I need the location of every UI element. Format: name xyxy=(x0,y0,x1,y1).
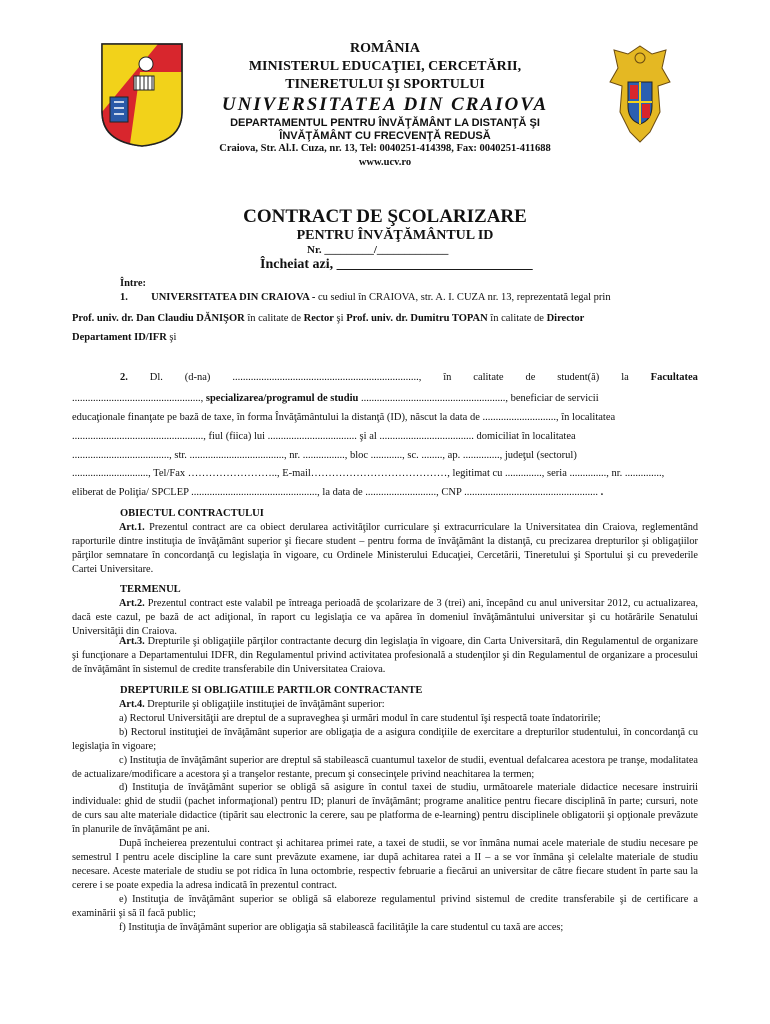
header-ministry-line2: TINERETULUI ŞI SPORTULUI xyxy=(285,77,485,92)
party1-number: 1. xyxy=(120,292,128,303)
rector-title: Rector xyxy=(303,313,334,324)
document-subtitle: PENTRU ÎNVĂŢĂMÂNTUL ID xyxy=(296,228,494,243)
university-address: Craiova, Str. Al.I. Cuza, nr. 13, Tel: 0040251-414398, Fax: 0040251-411688 xyxy=(219,143,551,154)
party2-of: de xyxy=(525,372,536,383)
party2-line1 xyxy=(120,372,698,383)
concluded-date: Încheiat azi, ____________________________ xyxy=(260,257,533,272)
article-2 xyxy=(72,597,698,639)
party2-line4: .................................................., fiul (fiica) lui .................................. şi al .................................... domiciliat în localitatea xyxy=(72,431,576,442)
line-end-dot: . xyxy=(597,487,604,498)
specialization-label: specializarea/programul de studiu xyxy=(205,393,359,404)
department-line1: DEPARTAMENTUL PENTRU ÎNVĂŢĂMÂNT LA DISTANŢĂ ŞI xyxy=(230,117,540,129)
party2-at: la xyxy=(621,372,629,383)
party2-number: 2. xyxy=(120,372,128,383)
party2-in: în xyxy=(443,372,452,383)
article-1-label: Art.1. xyxy=(119,522,145,533)
document-title: CONTRACT DE ŞCOLARIZARE xyxy=(243,206,527,227)
parties-intro: Între: xyxy=(120,278,147,289)
party2-mr: Dl. xyxy=(149,372,163,383)
party2-capacity: calitate xyxy=(473,372,504,383)
party2-line5: ....................................., str. ...................................., nr. ................, bloc ............, sc. ........, ap. .............., judeţul (sectorul) xyxy=(72,450,577,461)
university-website: www.ucv.ro xyxy=(358,157,412,168)
article-3-text: Drepturile şi obligaţiile părţilor contractante decurg din legislaţia în vigoare, din Carta Universitară, din Regulamentul de organizare şi funcţionare a Departamentului IDFR, din Regulamentul privind activitatea profesională a studenţilor şi din Regulamentul de organizare a procesului de învăţământ în sistemul de credite transferabile din Universitatea Craiova. xyxy=(72,636,698,675)
article-1-text: Prezentul contract are ca obiect derularea activităţilor curriculare şi extracurriculare la Universitatea din Craiova, reglementând raporturile dintre instituţia de învăţământ superior şi fiecare student – pentru forma de învăţământ la distanţă, cu precizarea drepturilor şi obligaţiilor părţilor semnatare în concordanţă cu legislaţia în vigoare, cu Ordinele Ministerului Educaţiei, Cercetării, Tineretului şi Sportului şi cu prevederile Cartei Universitare. xyxy=(72,522,698,575)
party1-text-a: în calitate de xyxy=(244,313,304,324)
department-line2: ÎNVĂŢĂMÂNT CU FRECVENŢĂ REDUSĂ xyxy=(279,130,491,142)
specialization-field: ......................................................., beneficiar de servicii xyxy=(358,393,599,404)
faculty-label: Facultatea xyxy=(650,372,698,383)
party1-text-b: şi xyxy=(333,313,347,324)
header-country: ROMÂNIA xyxy=(350,41,420,56)
party1-line1 xyxy=(120,292,611,303)
party2-mrs: (d-na) xyxy=(184,372,211,383)
director-name: Prof. univ. dr. Dumitru TOPAN xyxy=(346,313,488,324)
faculty-field: ................................................., xyxy=(72,393,206,404)
party2-student: student(ă) xyxy=(557,372,600,383)
police-cnp-fields: eliberat de Poliţia/ SPCLEP ................................................, la data de ..........................., CNP ................................................... xyxy=(72,487,598,498)
section-rights-title: DREPTURILE SI OBLIGATIILE PARTILOR CONTRACTANTE xyxy=(120,685,423,696)
university-name: UNIVERSITATEA DIN CRAIOVA xyxy=(221,94,549,115)
article-4-text: Drepturile şi obligaţiile instituţiei de învăţământ superior: xyxy=(144,699,385,710)
department-label: Departament ID/IFR xyxy=(72,332,167,343)
party1-and: şi xyxy=(166,332,177,343)
party1-address: cu sediul în CRAIOVA, str. A. I. CUZA nr. 13, reprezentată legal prin xyxy=(318,292,611,303)
party1-text-c: în calitate de xyxy=(487,313,547,324)
article-4-c: c) Instituţia de învăţământ superior are dreptul să stabilească cuantumul taxelor de studii, eventual defalcarea acestora pe tranşe, modalitatea de actualizare/modificare a acestora şi a tranşelor restante, precum şi consecinţele privind neachitarea la termen; xyxy=(72,754,698,780)
article-4-f: f) Instituţia de învăţământ superior are obligaţia să stabilească facilităţile la care studentul cu taxă are acces; xyxy=(119,921,564,933)
article-4-b: b) Rectorul instituţiei de învăţământ superior are obligaţia de a asigura condiţiile de exercitare a drepturilor studentului, în concordanţă cu legislaţia în vigoare; xyxy=(72,726,698,752)
article-2-text: Prezentul contract este valabil pe întreaga perioadă de şcolarizare de 3 (trei) ani, începând cu anul universitar 2012, cu actualizarea, dacă este cazul, pe bază de act adiţional, în raport cu legislaţia ce va apărea în domeniul învăţământului universitar şi cu hotărârile Senatului Universităţii din Craiova. xyxy=(72,598,698,637)
article-4 xyxy=(72,698,698,934)
director-title: Director xyxy=(546,313,585,324)
article-4-d-continued: După încheierea prezentului contract şi achitarea primei rate, a taxei de studii, se vor înmâna numai acele materiale de studiu necesare pe semestrul I pentru acele discipline la care sunt prevăzute examene, iar după achitarea ratei a II – a se vor înmâna şi celelalte materiale de studiu necesare. Aceste materiale de studiu se pot ridica în luna octombrie, respectiv februarie a fiecărui an universitar de către fiecare student în parte sau la cerere i se poate expedia la adresa indicată în prezentul contract. xyxy=(72,838,698,891)
party2-line6: ............................., Tel/Fax …………………….., E-mail…………………………………, legitimat cu .............., seria .............., nr. .............., xyxy=(72,468,665,479)
header-ministry-line1: MINISTERUL EDUCAŢIEI, CERCETĂRII, xyxy=(248,59,522,74)
rector-name: Prof. univ. dr. Dan Claudiu DĂNIŞOR xyxy=(72,313,245,324)
article-4-d: d) Instituţia de învăţământ superior se obligă să asigure în contul taxei de studiu, următoarele materiale didactice necesare instruirii individuale: ghid de studii (pachet informaţional) pentru ID; planuri de învăţământ; programe analitice pentru fiecare disciplină în parte; cursuri, note de curs sau alte materiale didactice (tipărit sau electronic la cerere, sau pe platforma de e-learning) pentru disciplinele obligatorii şi opţionale prevăzute în planurile de învăţământ pe ani. xyxy=(72,782,698,836)
party2-line7 xyxy=(72,487,603,498)
article-4-a: a) Rectorul Universităţii are dreptul de a supraveghea şi urmări modul în care studentul îşi respectă toate îndatoririle; xyxy=(119,712,601,724)
contract-number: Nr. _________/_____________ xyxy=(307,244,449,256)
article-1 xyxy=(72,521,698,577)
article-4-label: Art.4. xyxy=(119,699,145,710)
article-2-label: Art.2. xyxy=(119,598,145,609)
article-3 xyxy=(72,635,698,677)
party2-line2 xyxy=(72,393,599,404)
student-name-field: ......................................................................., xyxy=(232,372,422,383)
section-object-title: OBIECTUL CONTRACTULUI xyxy=(120,508,264,519)
article-4-e: e) Instituţia de învăţământ superior se obligă să elaboreze regulamentul privind sistemul de credite transferabile şi de certificare a examinării şi să îl facă public; xyxy=(72,893,698,919)
party2-line3: educaţionale finanţate pe bază de taxe, în forma Învăţământului la distanţă (ID), născut la data de ............................, în localitatea xyxy=(72,412,616,423)
party1-line2 xyxy=(72,313,584,324)
section-term-title: TERMENUL xyxy=(120,584,181,595)
party1-name: UNIVERSITATEA DIN CRAIOVA - xyxy=(151,292,318,303)
article-3-label: Art.3. xyxy=(119,636,145,647)
party1-line3 xyxy=(72,332,176,343)
